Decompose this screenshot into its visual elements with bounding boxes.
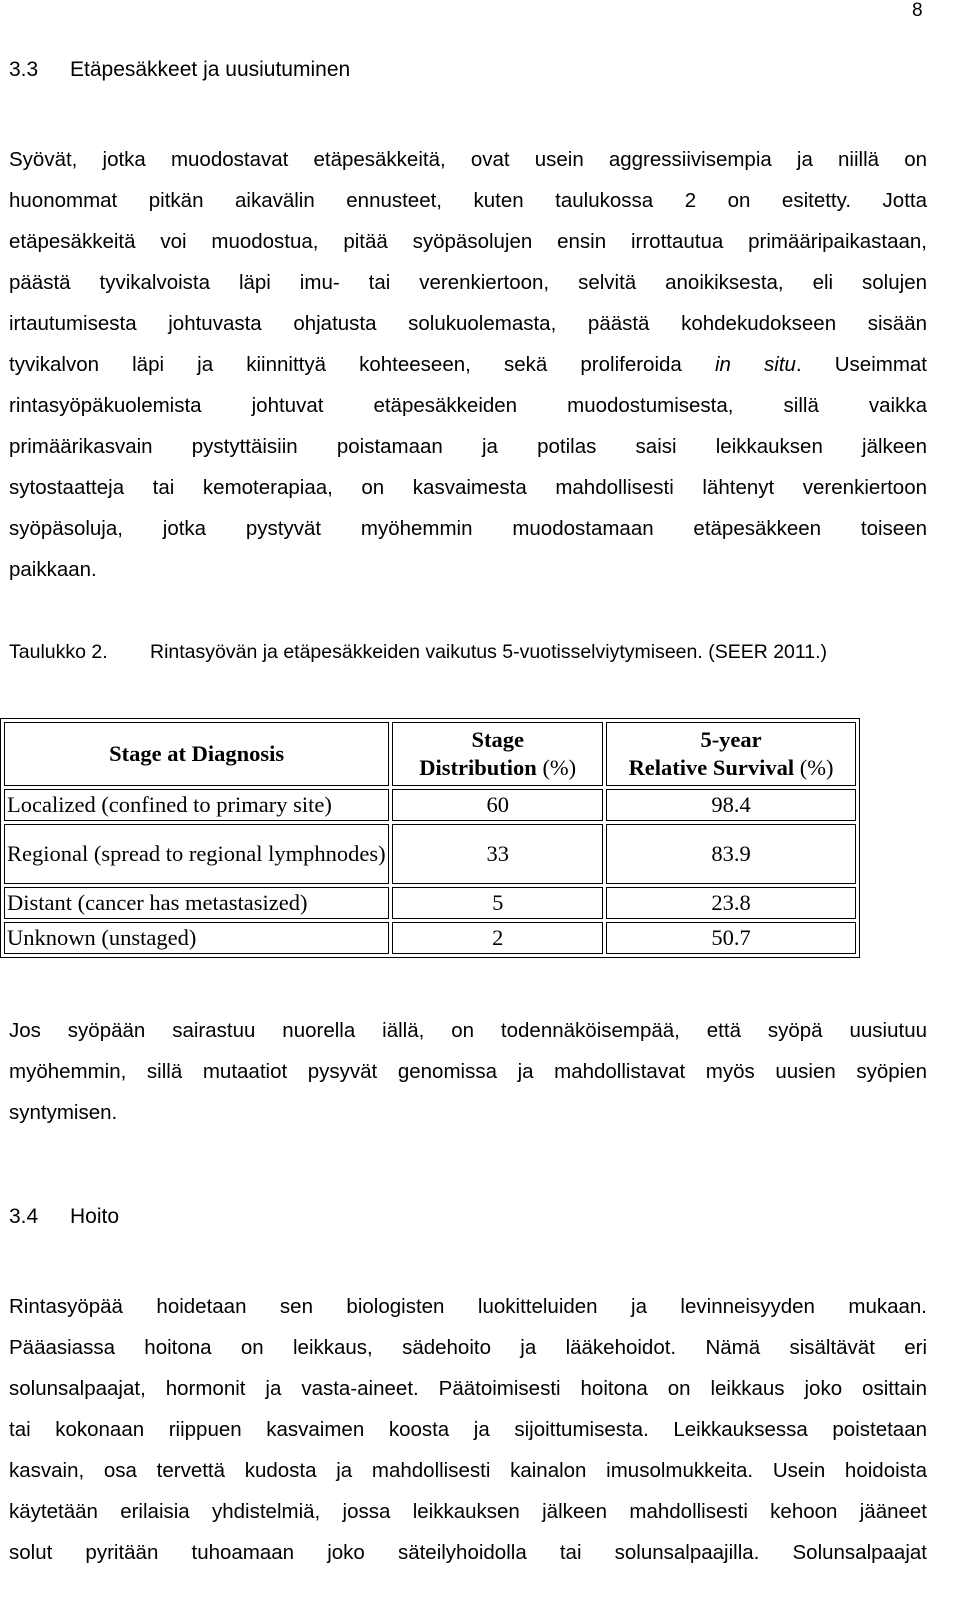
cell-survival: 83.9 <box>606 824 856 884</box>
cell-distribution: 33 <box>392 824 603 884</box>
text-segment: . Useimmat <box>795 353 928 376</box>
cell-distribution: 60 <box>392 789 603 821</box>
cell-stage: Distant (cancer has metastasized) <box>4 887 389 919</box>
table-row <box>4 922 856 954</box>
paragraph-treatment <box>9 1286 927 1573</box>
text-line: Jos syöpään sairastuu nuorella iällä, on todennäköisempää, että syöpä uusiutuu <box>9 1019 927 1042</box>
section-number: 3.3 <box>9 58 39 81</box>
text-line: Rintasyöpää hoidetaan sen biologisten luokitteluiden ja levinneisyyden mukaan. <box>9 1295 927 1318</box>
table-header-row <box>4 722 856 786</box>
header-distribution-line1: Stage <box>471 727 524 752</box>
text-line: solunsalpaajat, hormonit ja vasta-aineet. Päätoimisesti hoitona on leikkaus joko osittain <box>9 1377 927 1400</box>
section-title: Etäpesäkkeet ja uusiutuminen <box>70 58 351 81</box>
text-line: syöpäsoluja, jotka pystyvät myöhemmin muodostamaan etäpesäkkeen toiseen <box>9 517 927 540</box>
cell-distribution: 5 <box>392 887 603 919</box>
text-line: myöhemmin, sillä mutaatiot pysyvät genomissa ja mahdollistavat myös uusien syöpien <box>9 1060 927 1083</box>
text-line: rintasyöpäkuolemista johtuvat etäpesäkkeiden muodostumisesta, sillä vaikka <box>9 394 927 417</box>
text-line: paikkaan. <box>9 558 97 581</box>
header-survival-unit: (%) <box>799 755 834 780</box>
header-stage: Stage at Diagnosis <box>4 722 389 786</box>
table-row <box>4 789 856 821</box>
text-line: Pääasiassa hoitona on leikkaus, sädehoito ja lääkehoidot. Nämä sisältävät eri <box>9 1336 927 1359</box>
text-line: käytetään erilaisia yhdistelmiä, jossa leikkauksen jälkeen mahdollisesti kehoon jääneet <box>9 1500 927 1523</box>
text-line: Syövät, jotka muodostavat etäpesäkkeitä, ovat usein aggressiivisempia ja niillä on <box>9 148 927 171</box>
text-line: tai kokonaan riippuen kasvaimen koosta ja sijoittumisesta. Leikkauksessa poistetaan <box>9 1418 927 1441</box>
header-survival <box>606 722 856 786</box>
cell-survival: 98.4 <box>606 789 856 821</box>
section-title: Hoito <box>70 1205 120 1228</box>
text-line: syntymisen. <box>9 1101 118 1124</box>
text-line <box>9 344 927 385</box>
cell-survival: 50.7 <box>606 922 856 954</box>
header-survival-line2: Relative Survival <box>628 755 795 780</box>
page-number: 8 <box>912 0 923 21</box>
text-line: kasvain, osa tervettä kudosta ja mahdollisesti kainalon imusolmukkeita. Usein hoidoista <box>9 1459 927 1482</box>
cell-survival: 23.8 <box>606 887 856 919</box>
section-number: 3.4 <box>9 1205 39 1228</box>
cell-stage: Localized (confined to primary site) <box>4 789 389 821</box>
italic-term: in situ <box>714 353 796 376</box>
table-caption-label: Taulukko 2. <box>9 641 108 663</box>
text-segment: tyvikalvon läpi ja kiinnittyä kohteeseen, sekä proliferoida <box>9 353 715 376</box>
cell-stage: Regional (spread to regional lymphnodes) <box>4 824 389 884</box>
header-distribution-line2: Distribution <box>419 755 537 780</box>
paragraph-recurrence <box>9 1010 927 1133</box>
header-distribution-unit: (%) <box>542 755 577 780</box>
cell-stage: Unknown (unstaged) <box>4 922 389 954</box>
cell-distribution: 2 <box>392 922 603 954</box>
table-row <box>4 887 856 919</box>
survival-table <box>0 718 860 958</box>
text-line: etäpesäkkeitä voi muodostua, pitää syöpäsolujen ensin irrottautua primääripaikastaan, <box>9 230 927 253</box>
table-caption-text: Rintasyövän ja etäpesäkkeiden vaikutus 5-vuotisselviytymiseen. (SEER 2011.) <box>150 641 828 663</box>
text-line: solut pyritään tuhoamaan joko säteilyhoidolla tai solunsalpaajilla. Solunsalpaajat <box>9 1541 927 1564</box>
text-line: päästä tyvikalvoista läpi imu- tai verenkiertoon, selvitä anoikiksesta, eli solujen <box>9 271 927 294</box>
text-line: primäärikasvain pystyttäisiin poistamaan ja potilas saisi leikkauksen jälkeen <box>9 435 927 458</box>
paragraph-metastasis <box>9 139 927 590</box>
text-line: huonommat pitkän aikavälin ennusteet, kuten taulukossa 2 on esitetty. Jotta <box>9 189 927 212</box>
table-row <box>4 824 856 884</box>
text-line: irtautumisesta johtuvasta ohjatusta solukuolemasta, päästä kohdekudokseen sisään <box>9 312 927 335</box>
header-distribution <box>392 722 603 786</box>
header-survival-line1: 5-year <box>700 727 762 752</box>
text-line: sytostaatteja tai kemoterapiaa, on kasvaimesta mahdollisesti lähtenyt verenkiertoon <box>9 476 927 499</box>
